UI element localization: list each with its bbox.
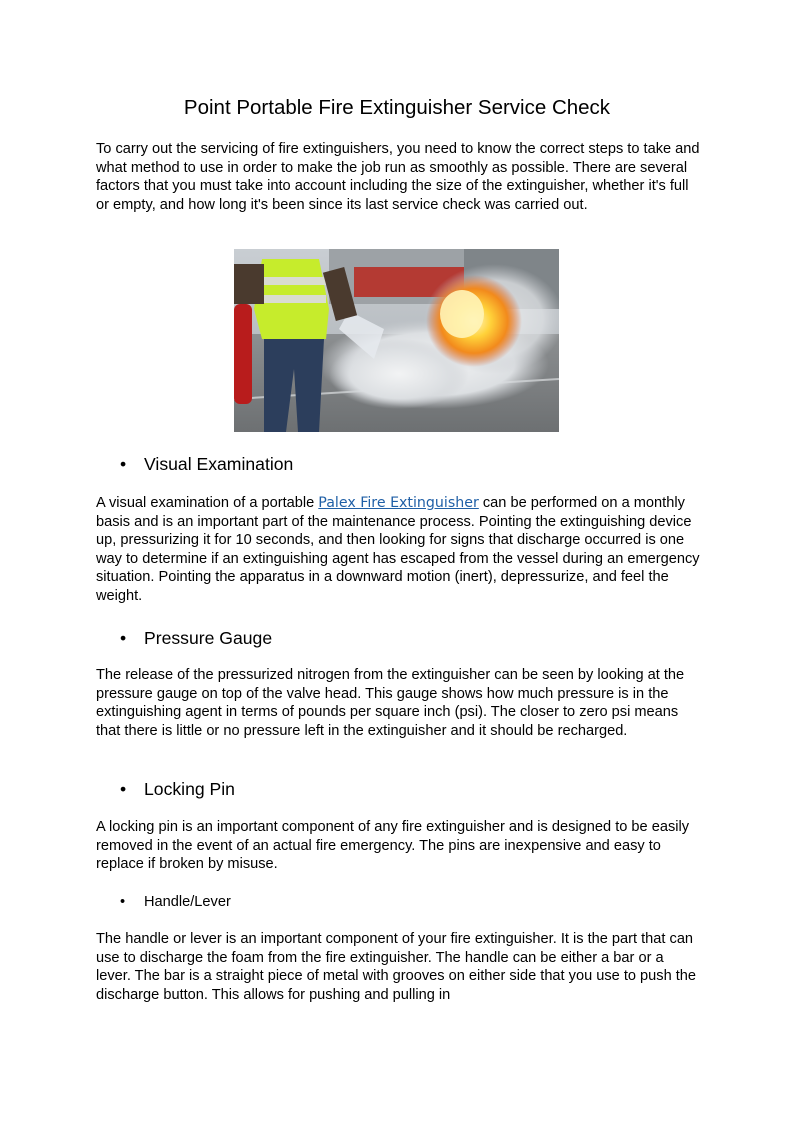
handle-lever-paragraph: The handle or lever is an important component of your fire extinguisher. It is the part that can use to discharge the foam from the fire extinguisher. The handle can be either a bar or a lever. The bar is a straight piece of metal with grooves on either side that you use to push the discharge button. This allows for pushing and pulling in	[96, 931, 697, 1003]
section-heading: Locking Pin	[144, 779, 235, 799]
palex-extinguisher-link[interactable]: Palex Fire Extinguisher	[318, 495, 479, 511]
intro-paragraph: To carry out the servicing of fire extinguishers, you need to know the correct steps to take and what method to use in order to make the job run as smoothly as possible. There are several factors that you must take into account including the size of the extinguisher, whether it's full or empty, and how long it's been since its last service check was carried out.	[96, 141, 700, 213]
section-heading: Visual Examination	[144, 454, 294, 474]
section-heading: Pressure Gauge	[144, 628, 273, 648]
bullet-dot: •	[120, 894, 126, 910]
fire-extinguisher-photo	[234, 249, 559, 432]
page-title: Point Portable Fire Extinguisher Service Check	[183, 96, 611, 119]
bullet-dot: •	[120, 454, 127, 474]
section-heading: Handle/Lever	[144, 894, 231, 910]
pressure-gauge-paragraph: The release of the pressurized nitrogen from the extinguisher can be seen by looking at the pressure gauge on top of the valve head. This gauge shows how much pressure is in the extinguishing agent in terms of pounds per square inch (psi). The closer to zero psi means that there is little or no pressure left in the extinguisher and it should be recharged.	[96, 667, 685, 739]
paragraph-text: can be performed on a monthly basis and is an important part of the maintenance process. Pointing the extinguishing device up, pressurizing it for 10 seconds, and then looking for signs that discharge occurred is one way to determine if an extinguishing agent has escaped from the vessel during an emergency situation. Pointing the apparatus in a downward motion (inert), depressurize, and feel the weight.	[96, 495, 700, 604]
bullet-dot: •	[120, 779, 127, 799]
locking-pin-paragraph: A locking pin is an important component of any fire extinguisher and is designed to be easily removed in the event of an actual fire emergency. The pins are inexpensive and easy to replace if broken by misuse.	[96, 819, 690, 873]
visual-examination-paragraph	[96, 494, 702, 606]
paragraph-text: A visual examination of a portable	[96, 495, 319, 511]
bullet-dot: •	[120, 628, 127, 648]
